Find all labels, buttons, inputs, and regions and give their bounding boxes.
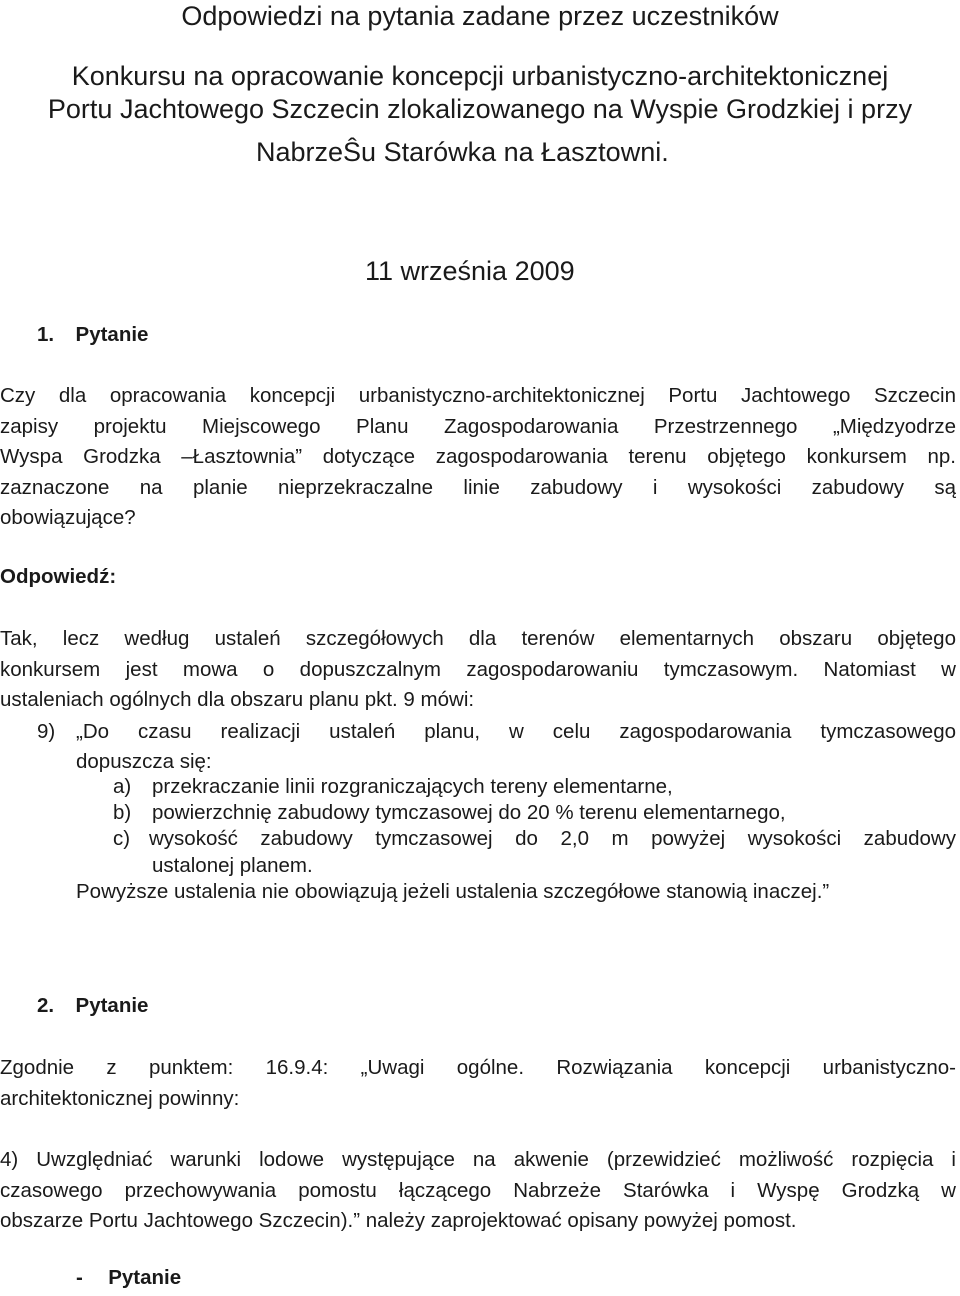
question-2-item-line: obszarze Portu Jachtowego Szczecin).” należy zaprojektować opisany powyżej pomost. (0, 1209, 797, 1232)
question-2-heading (37, 994, 148, 1018)
answer-1-line: Tak, lecz według ustaleń szczegółowych dla terenów elementarnych obszaru objętego (0, 627, 956, 650)
point-9-line: dopuszcza się: (76, 750, 212, 773)
question-1-line: obowiązujące? (0, 506, 136, 529)
question-2-item-line: czasowego przechowywania pomostu łączącego Nabrzeże Starówka i Wyspę Grodzką w (0, 1178, 956, 1202)
question-2-number: 2. (37, 994, 55, 1017)
question-1-line: Wyspa Grodzka –Łasztownia” dotyczące zagospodarowania terenu objętego konkursem np. (0, 445, 956, 468)
question-1-text (0, 381, 956, 534)
question-2-intro-line: Zgodnie z punktem: 16.9.4: „Uwagi ogólne. Rozwiązania koncepcji urbanistyczno- (0, 1056, 956, 1079)
question-2-intro-line: architektonicznej powinny: (0, 1086, 240, 1110)
subitem-a-marker: a) (113, 775, 132, 798)
question-2-label: Pytanie (75, 994, 149, 1017)
question-1-line: Czy dla opracowania koncepcji urbanistyczno-architektonicznej Portu Jachtowego Szczecin (0, 384, 956, 407)
document-date: 11 września 2009 (365, 256, 575, 286)
question-1-label: Pytanie (75, 323, 149, 346)
subitem-a-text: przekraczanie linii rozgraniczających tereny elementarne, (152, 775, 673, 798)
subitem-c-text: ustalonej planem. (152, 854, 313, 877)
question-1-heading (37, 323, 148, 347)
question-2-intro (0, 1053, 956, 1114)
answer-1-text (0, 624, 956, 716)
question-2-item (0, 1145, 956, 1237)
question-1-line: zaznaczone na planie nieprzekraczalne linie zabudowy i wysokości zabudowy są (0, 475, 956, 499)
document-subtitle-line-2: Portu Jachtowego Szczecin zlokalizowanego na Wyspie Grodzkiej i przy (47, 94, 913, 124)
question-3-marker: - (76, 1266, 83, 1289)
point-9-closing: Powyższe ustalenia nie obowiązują jeżeli ustalenia szczegółowe stanowią inaczej.” (76, 880, 830, 903)
question-3-label: Pytanie (108, 1266, 182, 1289)
subitem-c-text: wysokość zabudowy tymczasowej do 2,0 m powyżej wysokości zabudowy (149, 827, 956, 850)
question-3-heading (76, 1266, 181, 1290)
subitem-c-marker: c) (113, 827, 131, 850)
question-2-item-line: 4) Uwzględniać warunki lodowe występujące na akwenie (przewidzieć możliwość rozpięcia i (0, 1148, 956, 1171)
answer-1-line: ustaleniach ogólnych dla obszaru planu pkt. 9 mówi: (0, 688, 475, 711)
subitem-b-marker: b) (113, 801, 132, 824)
point-9-line: „Do czasu realizacji ustaleń planu, w celu zagospodarowania tymczasowego (76, 720, 956, 743)
question-1-line: zapisy projektu Miejscowego Planu Zagospodarowania Przestrzennego „Międzyodrze (0, 414, 956, 438)
point-9-marker: 9) (37, 720, 56, 743)
subitem-b-text: powierzchnię zabudowy tymczasowej do 20 % terenu elementarnego, (152, 801, 786, 824)
document-title: Odpowiedzi na pytania zadane przez uczestników (181, 1, 779, 31)
document-subtitle-line-1: Konkursu na opracowanie koncepcji urbanistyczno-architektonicznej (71, 61, 889, 91)
answer-1-line: konkursem jest mowa o dopuszczalnym zagospodarowaniu tymczasowym. Natomiast w (0, 657, 956, 681)
question-1-number: 1. (37, 323, 55, 346)
answer-1-label: Odpowiedź: (0, 565, 117, 588)
